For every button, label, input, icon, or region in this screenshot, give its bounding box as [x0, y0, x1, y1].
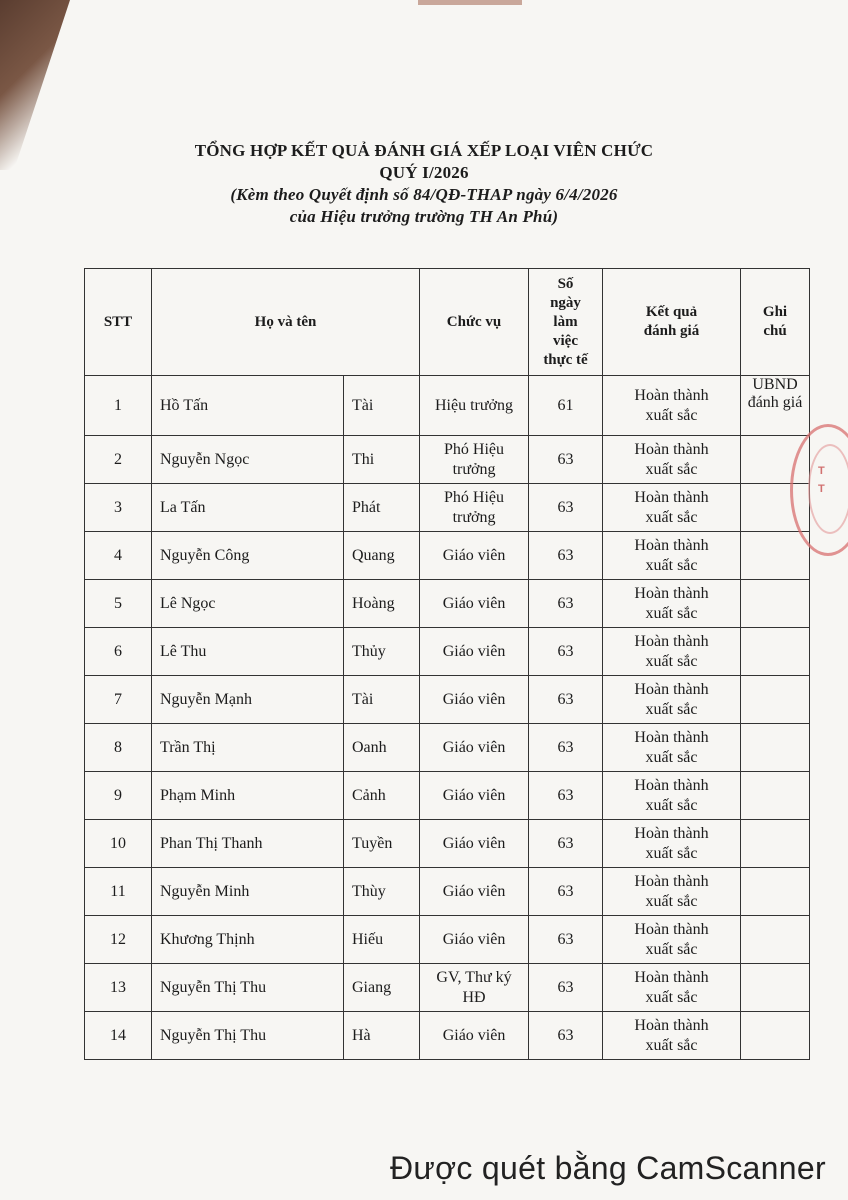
- official-stamp-inner: [808, 444, 848, 534]
- cell-given-name: Cảnh: [344, 772, 420, 820]
- cell-stt: 7: [85, 676, 152, 724]
- cell-position: Giáo viên: [420, 580, 529, 628]
- col-header-position: Chức vụ: [420, 269, 529, 376]
- cell-result: Hoàn thành xuất sắc: [603, 532, 741, 580]
- cell-family-name: Nguyễn Mạnh: [152, 676, 344, 724]
- cell-stt: 1: [85, 376, 152, 436]
- cell-stt: 11: [85, 868, 152, 916]
- cell-given-name: Oanh: [344, 724, 420, 772]
- cell-position: GV, Thư ký HĐ: [420, 964, 529, 1012]
- cell-family-name: Trần Thị: [152, 724, 344, 772]
- cell-stt: 12: [85, 916, 152, 964]
- cell-family-name: Nguyễn Thị Thu: [152, 1012, 344, 1060]
- cell-stt: 5: [85, 580, 152, 628]
- cell-given-name: Tuyền: [344, 820, 420, 868]
- cell-working-days: 63: [529, 724, 603, 772]
- cell-given-name: Phát: [344, 484, 420, 532]
- table-row: [85, 436, 810, 484]
- cell-given-name: Hoàng: [344, 580, 420, 628]
- cell-position: Hiệu trưởng: [420, 376, 529, 436]
- cell-family-name: Khương Thịnh: [152, 916, 344, 964]
- table-row: [85, 484, 810, 532]
- cell-note: [741, 724, 810, 772]
- table-row: [85, 376, 810, 436]
- table-row: [85, 868, 810, 916]
- table-row: [85, 1012, 810, 1060]
- cell-family-name: Nguyễn Công: [152, 532, 344, 580]
- attachment-note: (Kèm theo Quyết định số 84/QĐ-THAP ngày 6/4/2026: [230, 185, 618, 204]
- cell-working-days: 63: [529, 772, 603, 820]
- cell-given-name: Tài: [344, 376, 420, 436]
- cell-result: Hoàn thành xuất sắc: [603, 1012, 741, 1060]
- cell-stt: 6: [85, 628, 152, 676]
- cell-note: UBND đánh giá: [741, 376, 810, 436]
- stamp-lettering: T T: [818, 465, 825, 495]
- scanner-watermark: Được quét bằng CamScanner: [390, 1150, 826, 1186]
- cell-position: Giáo viên: [420, 820, 529, 868]
- cell-result: Hoàn thành xuất sắc: [603, 628, 741, 676]
- paper-edge-tab: [418, 0, 522, 5]
- table-row: [85, 916, 810, 964]
- cell-working-days: 63: [529, 628, 603, 676]
- cell-stt: 14: [85, 1012, 152, 1060]
- cell-position: Giáo viên: [420, 772, 529, 820]
- col-header-days: Số ngày làm việc thực tế: [529, 269, 603, 376]
- cell-stt: 3: [85, 484, 152, 532]
- cell-given-name: Quang: [344, 532, 420, 580]
- cell-stt: 8: [85, 724, 152, 772]
- cell-working-days: 63: [529, 1012, 603, 1060]
- cell-working-days: 63: [529, 580, 603, 628]
- table-row: [85, 532, 810, 580]
- cell-working-days: 63: [529, 484, 603, 532]
- cell-working-days: 63: [529, 868, 603, 916]
- cell-working-days: 63: [529, 532, 603, 580]
- cell-stt: 9: [85, 772, 152, 820]
- cell-position: Giáo viên: [420, 868, 529, 916]
- cell-family-name: Phan Thị Thanh: [152, 820, 344, 868]
- document-header: [0, 140, 848, 228]
- table-row: [85, 772, 810, 820]
- table-row: [85, 724, 810, 772]
- cell-position: Giáo viên: [420, 1012, 529, 1060]
- cell-result: Hoàn thành xuất sắc: [603, 820, 741, 868]
- cell-given-name: Thi: [344, 436, 420, 484]
- cell-note: [741, 580, 810, 628]
- cell-note: [741, 772, 810, 820]
- table-row: [85, 820, 810, 868]
- cell-result: Hoàn thành xuất sắc: [603, 772, 741, 820]
- cell-family-name: Hồ Tấn: [152, 376, 344, 436]
- cell-position: Phó Hiệu trưởng: [420, 436, 529, 484]
- col-header-stt: STT: [85, 269, 152, 376]
- cell-position: Giáo viên: [420, 628, 529, 676]
- cell-result: Hoàn thành xuất sắc: [603, 436, 741, 484]
- cell-stt: 4: [85, 532, 152, 580]
- cell-result: Hoàn thành xuất sắc: [603, 916, 741, 964]
- cell-family-name: Nguyễn Thị Thu: [152, 964, 344, 1012]
- col-header-note: Ghi chú: [741, 269, 810, 376]
- cell-given-name: Thủy: [344, 628, 420, 676]
- cell-result: Hoàn thành xuất sắc: [603, 376, 741, 436]
- cell-family-name: Phạm Minh: [152, 772, 344, 820]
- cell-family-name: Lê Thu: [152, 628, 344, 676]
- cell-result: Hoàn thành xuất sắc: [603, 724, 741, 772]
- cell-given-name: Giang: [344, 964, 420, 1012]
- cell-note: [741, 676, 810, 724]
- document-title: TỔNG HỢP KẾT QUẢ ĐÁNH GIÁ XẾP LOẠI VIÊN CHỨC: [194, 141, 654, 160]
- cell-working-days: 63: [529, 820, 603, 868]
- cell-position: Giáo viên: [420, 724, 529, 772]
- document-period: QUÝ I/2026: [379, 163, 469, 182]
- cell-note: [741, 820, 810, 868]
- cell-given-name: Tài: [344, 676, 420, 724]
- cell-position: Phó Hiệu trưởng: [420, 484, 529, 532]
- cell-working-days: 63: [529, 916, 603, 964]
- cell-note: [741, 964, 810, 1012]
- cell-result: Hoàn thành xuất sắc: [603, 868, 741, 916]
- cell-position: Giáo viên: [420, 916, 529, 964]
- cell-note: [741, 868, 810, 916]
- cell-family-name: Nguyễn Minh: [152, 868, 344, 916]
- cell-note: [741, 532, 810, 580]
- issuer-note: của Hiệu trưởng trường TH An Phú): [289, 207, 559, 226]
- cell-stt: 2: [85, 436, 152, 484]
- cell-note: [741, 628, 810, 676]
- cell-given-name: Thùy: [344, 868, 420, 916]
- col-header-result: Kết quả đánh giá: [603, 269, 741, 376]
- table-row: [85, 628, 810, 676]
- cell-given-name: Hiếu: [344, 916, 420, 964]
- table-row: [85, 676, 810, 724]
- cell-working-days: 63: [529, 676, 603, 724]
- cell-result: Hoàn thành xuất sắc: [603, 676, 741, 724]
- cell-note: [741, 1012, 810, 1060]
- cell-family-name: Nguyễn Ngọc: [152, 436, 344, 484]
- cell-working-days: 63: [529, 964, 603, 1012]
- cell-position: Giáo viên: [420, 676, 529, 724]
- table-row: [85, 964, 810, 1012]
- cell-working-days: 63: [529, 436, 603, 484]
- cell-result: Hoàn thành xuất sắc: [603, 964, 741, 1012]
- cell-note: [741, 916, 810, 964]
- cell-given-name: Hà: [344, 1012, 420, 1060]
- col-header-name: Họ và tên: [152, 269, 420, 376]
- cell-family-name: La Tấn: [152, 484, 344, 532]
- evaluation-table: [84, 268, 810, 1060]
- cell-position: Giáo viên: [420, 532, 529, 580]
- cell-working-days: 61: [529, 376, 603, 436]
- cell-result: Hoàn thành xuất sắc: [603, 580, 741, 628]
- table-header-row: [85, 269, 810, 376]
- table-row: [85, 580, 810, 628]
- cell-stt: 13: [85, 964, 152, 1012]
- cell-family-name: Lê Ngọc: [152, 580, 344, 628]
- cell-stt: 10: [85, 820, 152, 868]
- cell-result: Hoàn thành xuất sắc: [603, 484, 741, 532]
